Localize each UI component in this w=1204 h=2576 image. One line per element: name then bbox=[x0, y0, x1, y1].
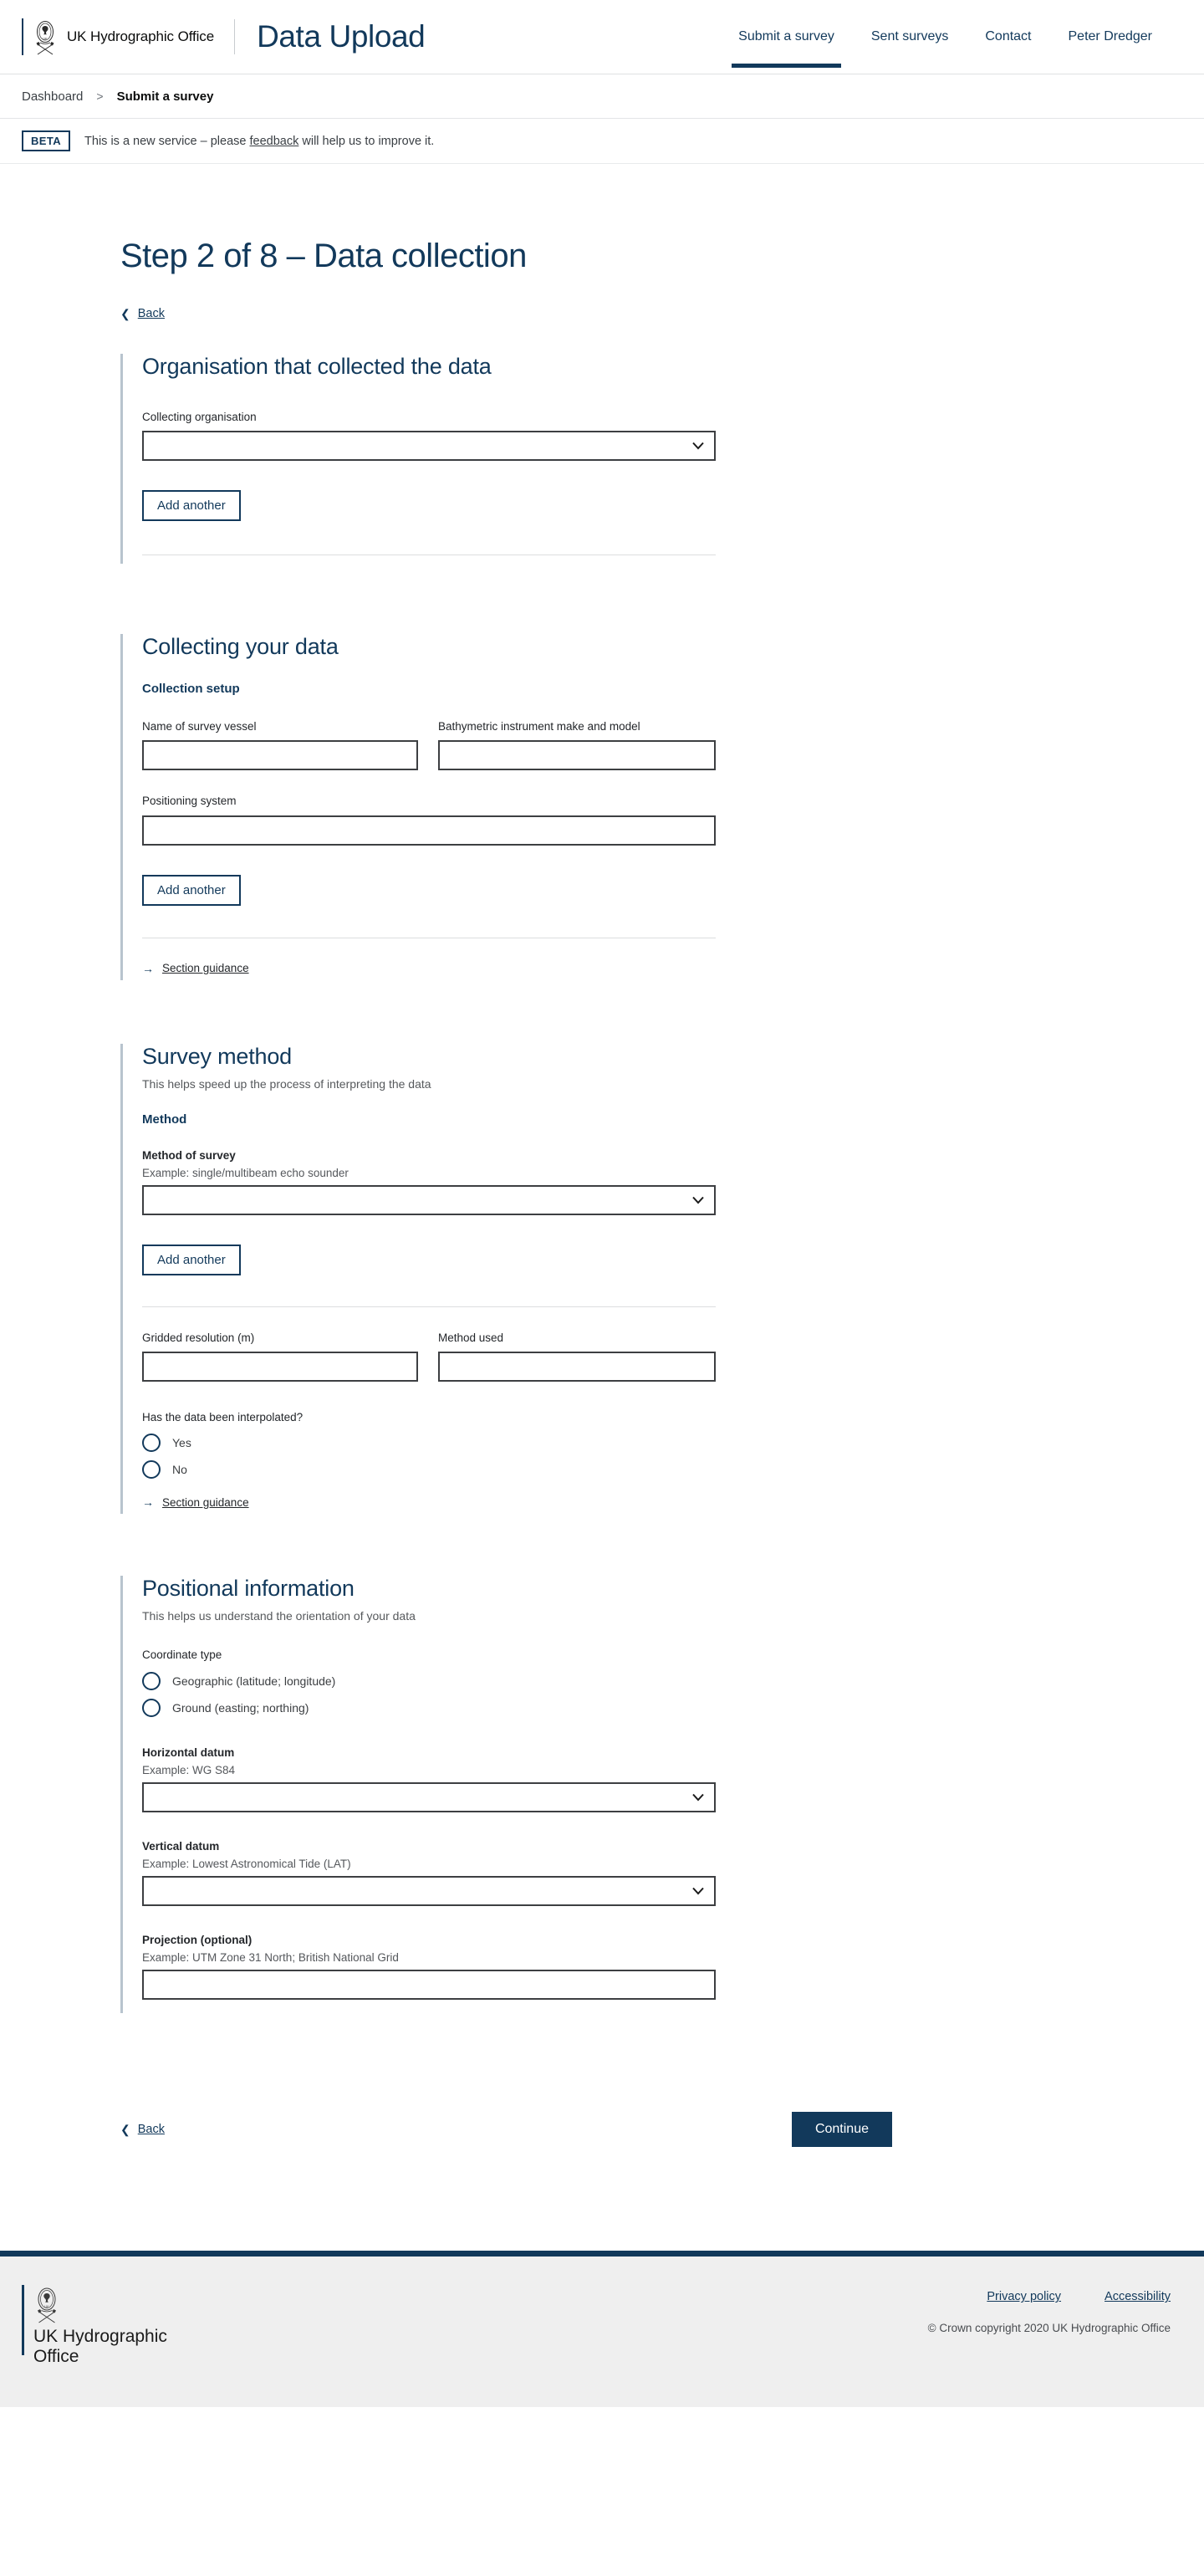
horizontal-datum-label: Horizontal datum bbox=[142, 1745, 235, 1759]
svg-text:UK: UK bbox=[44, 2304, 49, 2309]
projection-label: Projection (optional) bbox=[142, 1933, 253, 1946]
section-survey-method-subtitle: This helps speed up the process of interpreting the data bbox=[142, 1076, 431, 1091]
horizontal-datum-select[interactable] bbox=[142, 1782, 716, 1812]
section-method-rule bbox=[142, 1306, 716, 1307]
section-positional-information bbox=[120, 1576, 1204, 2013]
survey-vessel-label: Name of survey vessel bbox=[142, 720, 257, 733]
interpolated-question-label: Has the data been interpolated? bbox=[142, 1411, 304, 1424]
interpolated-option-no-label: No bbox=[172, 1463, 187, 1477]
add-another-collection-setup-button[interactable]: Add another bbox=[142, 875, 241, 906]
breadcrumb bbox=[0, 74, 1204, 119]
brand-lockup bbox=[22, 18, 214, 55]
beta-banner bbox=[0, 119, 1204, 164]
back-link-top-label: Back bbox=[137, 307, 165, 320]
section-guidance-method-label: Section guidance bbox=[162, 1495, 249, 1509]
footer-logo-line1: UK Hydrographic bbox=[33, 2327, 167, 2347]
collecting-organisation-label: Collecting organisation bbox=[142, 411, 257, 423]
site-header bbox=[0, 0, 1204, 74]
page-title: Step 2 of 8 – Data collection bbox=[120, 238, 527, 274]
back-link-bottom-label: Back bbox=[137, 2123, 165, 2137]
radio-button-icon[interactable] bbox=[142, 1434, 161, 1452]
interpolated-option-yes-label: Yes bbox=[172, 1436, 191, 1450]
nav-item-submit-a-survey[interactable]: Submit a survey bbox=[720, 0, 853, 74]
beta-badge: BETA bbox=[22, 130, 70, 151]
beta-text-after: will help us to improve it. bbox=[298, 134, 435, 148]
method-subhead: Method bbox=[142, 1112, 187, 1127]
gridded-resolution-field bbox=[142, 1331, 418, 1382]
nav-item-contact[interactable]: Contact bbox=[985, 29, 1032, 43]
bathymetric-instrument-input[interactable] bbox=[438, 740, 716, 770]
copyright-text: © Crown copyright 2020 UK Hydrographic Office bbox=[927, 2322, 1171, 2335]
projection-hint: Example: UTM Zone 31 North; British National Grid bbox=[142, 1951, 399, 1965]
arrow-right-icon: → bbox=[142, 1495, 154, 1510]
footer-right-column bbox=[928, 2285, 1171, 2385]
method-used-field bbox=[438, 1331, 716, 1382]
collection-setup-subhead: Collection setup bbox=[142, 682, 240, 697]
section-organisation-title: Organisation that collected the data bbox=[142, 354, 492, 379]
coordinate-type-option-geographic-label: Geographic (latitude; longitude) bbox=[172, 1674, 336, 1688]
interpolated-option-yes[interactable] bbox=[142, 1434, 1204, 1452]
vertical-datum-select[interactable] bbox=[142, 1876, 716, 1906]
accessibility-link[interactable]: Accessibility bbox=[1105, 2290, 1171, 2304]
continue-button[interactable]: Continue bbox=[792, 2112, 892, 2147]
method-used-input[interactable] bbox=[438, 1352, 716, 1382]
section-guidance-collecting-link[interactable] bbox=[142, 962, 249, 975]
ukho-crest-icon bbox=[33, 2285, 60, 2323]
footer-logo-text bbox=[33, 2327, 167, 2367]
breadcrumb-current: Submit a survey bbox=[116, 89, 214, 104]
method-used-label: Method used bbox=[438, 1331, 504, 1344]
positioning-system-label: Positioning system bbox=[142, 795, 237, 808]
survey-vessel-input[interactable] bbox=[142, 740, 418, 770]
svg-text:UK: UK bbox=[43, 36, 48, 41]
footer-links bbox=[987, 2290, 1171, 2303]
horizontal-datum-hint: Example: WG S84 bbox=[142, 1763, 236, 1776]
footer-logo-line2: Office bbox=[33, 2347, 79, 2367]
add-another-method-button[interactable]: Add another bbox=[142, 1245, 241, 1275]
main-content bbox=[0, 164, 1204, 2147]
radio-button-icon[interactable] bbox=[142, 1672, 161, 1690]
privacy-policy-link[interactable]: Privacy policy bbox=[987, 2290, 1062, 2304]
primary-navigation bbox=[720, 0, 1204, 74]
bathymetric-instrument-label: Bathymetric instrument make and model bbox=[438, 720, 640, 733]
projection-input[interactable] bbox=[142, 1970, 716, 2000]
vertical-datum-hint: Example: Lowest Astronomical Tide (LAT) bbox=[142, 1857, 351, 1870]
section-positional-title: Positional information bbox=[142, 1576, 355, 1602]
beta-message bbox=[84, 135, 434, 148]
header-vertical-divider bbox=[234, 19, 235, 54]
vertical-datum-label: Vertical datum bbox=[142, 1839, 220, 1853]
footer-divider-rule bbox=[22, 2285, 24, 2355]
vertical-datum-select-wrap bbox=[142, 1876, 716, 1906]
back-link-bottom[interactable] bbox=[120, 2123, 165, 2136]
survey-vessel-field bbox=[142, 719, 418, 770]
nav-item-user-account[interactable]: Peter Dredger bbox=[1068, 29, 1152, 43]
gridded-resolution-label: Gridded resolution (m) bbox=[142, 1331, 255, 1344]
section-survey-method-title: Survey method bbox=[142, 1043, 292, 1069]
form-actions bbox=[0, 2112, 1204, 2147]
app-title: Data Upload bbox=[257, 19, 426, 54]
section-collecting-your-data bbox=[120, 634, 1204, 979]
breadcrumb-separator-icon: > bbox=[96, 89, 104, 103]
footer-brand-lockup bbox=[22, 2285, 167, 2385]
collecting-organisation-select[interactable] bbox=[142, 431, 716, 461]
section-guidance-method-link[interactable] bbox=[142, 1495, 249, 1509]
method-of-survey-hint: Example: single/multibeam echo sounder bbox=[142, 1166, 349, 1179]
radio-button-icon[interactable] bbox=[142, 1699, 161, 1717]
collecting-organisation-select-wrap bbox=[142, 431, 716, 461]
chevron-left-icon: ❮ bbox=[120, 2123, 130, 2137]
section-organisation bbox=[120, 354, 1204, 564]
gridded-resolution-input[interactable] bbox=[142, 1352, 418, 1382]
method-of-survey-select-wrap bbox=[142, 1185, 716, 1215]
section-guidance-collecting-label: Section guidance bbox=[162, 962, 249, 975]
positioning-system-field bbox=[142, 794, 1204, 845]
footer-accent-bar bbox=[0, 2251, 1204, 2257]
positioning-system-input[interactable] bbox=[142, 815, 716, 846]
ukho-crest-icon bbox=[33, 18, 58, 55]
back-link-top[interactable] bbox=[120, 307, 165, 320]
section-positional-subtitle: This helps us understand the orientation of your data bbox=[142, 1609, 416, 1623]
feedback-link[interactable]: feedback bbox=[249, 134, 299, 148]
coordinate-type-option-geographic[interactable] bbox=[142, 1672, 1204, 1690]
nav-item-sent-surveys[interactable]: Sent surveys bbox=[870, 29, 949, 43]
method-of-survey-label: Method of survey bbox=[142, 1148, 236, 1162]
method-of-survey-select[interactable] bbox=[142, 1185, 716, 1215]
beta-text-before: This is a new service – please bbox=[84, 134, 250, 148]
radio-button-icon[interactable] bbox=[142, 1460, 161, 1479]
site-footer bbox=[0, 2257, 1204, 2407]
coordinate-type-option-ground-label: Ground (easting; northing) bbox=[172, 1700, 309, 1715]
interpolated-option-no[interactable] bbox=[142, 1460, 1204, 1479]
section-collecting-title: Collecting your data bbox=[142, 634, 339, 660]
brand-name: UK Hydrographic Office bbox=[67, 28, 215, 44]
chevron-left-icon: ❮ bbox=[120, 307, 130, 320]
coordinate-type-option-ground[interactable] bbox=[142, 1699, 1204, 1717]
bathymetric-instrument-field bbox=[438, 719, 716, 770]
brand-divider-rule bbox=[22, 18, 23, 55]
add-another-organisation-button[interactable]: Add another bbox=[142, 490, 241, 521]
section-survey-method bbox=[120, 1044, 1204, 1515]
breadcrumb-dashboard-link[interactable]: Dashboard bbox=[22, 89, 84, 104]
horizontal-datum-select-wrap bbox=[142, 1782, 716, 1812]
coordinate-type-label: Coordinate type bbox=[142, 1648, 222, 1662]
arrow-right-icon: → bbox=[142, 961, 154, 975]
